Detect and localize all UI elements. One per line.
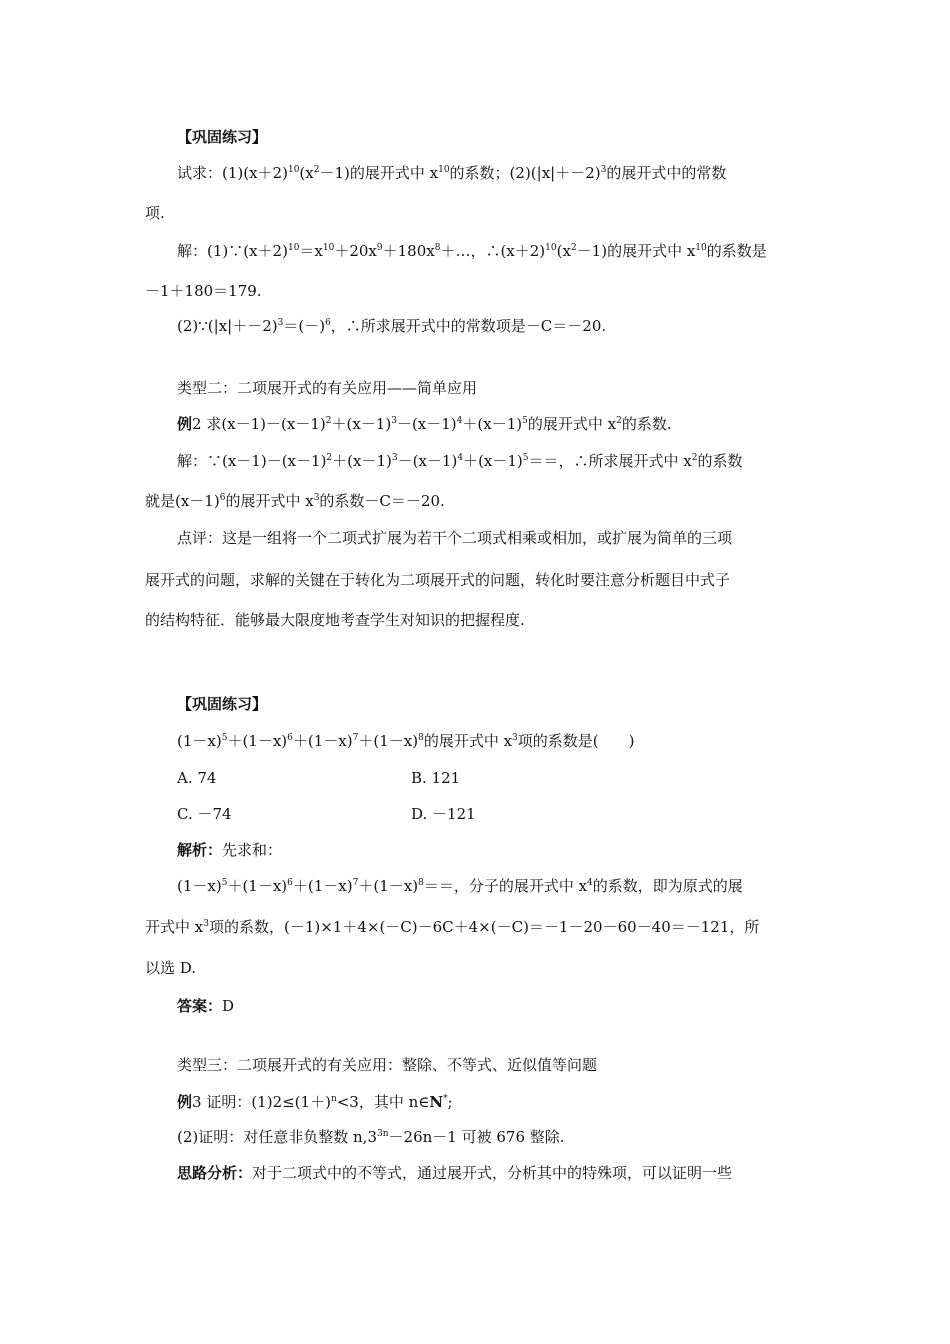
option-b: B. 121 (411, 769, 461, 787)
solution-1-part2: $(2)\because(|x|+-2)^3=(-)^6$，∴所求展开式中的常数项是－C＝－20. (177, 317, 607, 335)
comment-line-3: 的结构特征．能够最大限度地考查学生对知识的把握程度. (145, 611, 525, 629)
practice-question-1-cont: 项. (145, 204, 165, 222)
example-3: 例3 证明：$(1)2\le(1+)^n<3$，其中 n∈N*; (177, 1093, 453, 1111)
option-d: D. －121 (411, 805, 476, 823)
practice-heading-1: 【巩固练习】 (177, 128, 268, 146)
type-three-title: 类型三：二项展开式的有关应用：整除、不等式、近似值等问题 (177, 1056, 598, 1074)
example-3-part2: (2)证明：对任意非负整数 $n,3^{3n}-26n-1$ 可被 676 整除. (177, 1128, 565, 1146)
answer-line: 答案：D (177, 997, 235, 1015)
practice-question-1: 试求：$(1)(x+2)^{10}(x^2-1)$的展开式中 $x^{10}$的系数；$(2)(|x|+-2)^3$的展开式中的常数 (177, 164, 727, 182)
example-2: 例2 求$(x-1)-(x-1)^2+(x-1)^3-(x-1)^4+(x-1)^5$的展开式中 $x^2$的系数. (177, 415, 672, 433)
example-2-solution-cont: 就是$(x-1)^6$的展开式中 $x^3$的系数－C＝－20. (145, 492, 445, 510)
practice-question-2: $(1-x)^5+(1-x)^6+(1-x)^7+(1-x)^8$的展开式中 $x^3$项的系数是( ) (177, 732, 635, 750)
option-a: A. 74 (177, 769, 217, 787)
comment-line-1: 点评：这是一组将一个二项式扩展为若干个二项式相乘或相加，或扩展为简单的三项 (177, 529, 733, 547)
comment-line-2: 展开式的问题，求解的关键在于转化为二项展开式的问题，转化时要注意分析题目中式子 (145, 571, 731, 589)
practice-heading-2: 【巩固练习】 (177, 695, 268, 713)
solution-1-part1: 解：$(1)\because(x+2)^{10}=x^{10}+20x^9+180x^8+\dots$，$\therefore(x+2)^{10}(x^2-1)$的展开式中 $x^{10}$的系数是 (177, 242, 767, 260)
type-two-title: 类型二：二项展开式的有关应用——简单应用 (177, 379, 478, 397)
analysis-intro: 解析：先求和： (177, 841, 283, 859)
idea-analysis: 思路分析：对于二项式中的不等式，通过展开式，分析其中的特殊项，可以证明一些 (177, 1164, 733, 1182)
analysis-line-1: $(1-x)^5+(1-x)^6+(1-x)^7+(1-x)^8==$，分子的展开式中 $x^4$的系数，即为原式的展 (177, 877, 743, 895)
example-2-solution: 解：$\because(x-1)-(x-1)^2+(x-1)^3-(x-1)^4+(x-1)^5==$，∴所求展开式中 $x^2$的系数 (177, 452, 743, 470)
solution-1-part1-cont: －1＋180＝179. (145, 282, 262, 300)
option-c: C. －74 (177, 805, 232, 823)
analysis-line-3: 以选 D. (145, 959, 197, 977)
analysis-line-2: 开式中 $x^3$项的系数，(－1)×1＋4×(－C)－6C＋4×(－C)＝－1－20－60－40＝－121，所 (145, 918, 760, 936)
